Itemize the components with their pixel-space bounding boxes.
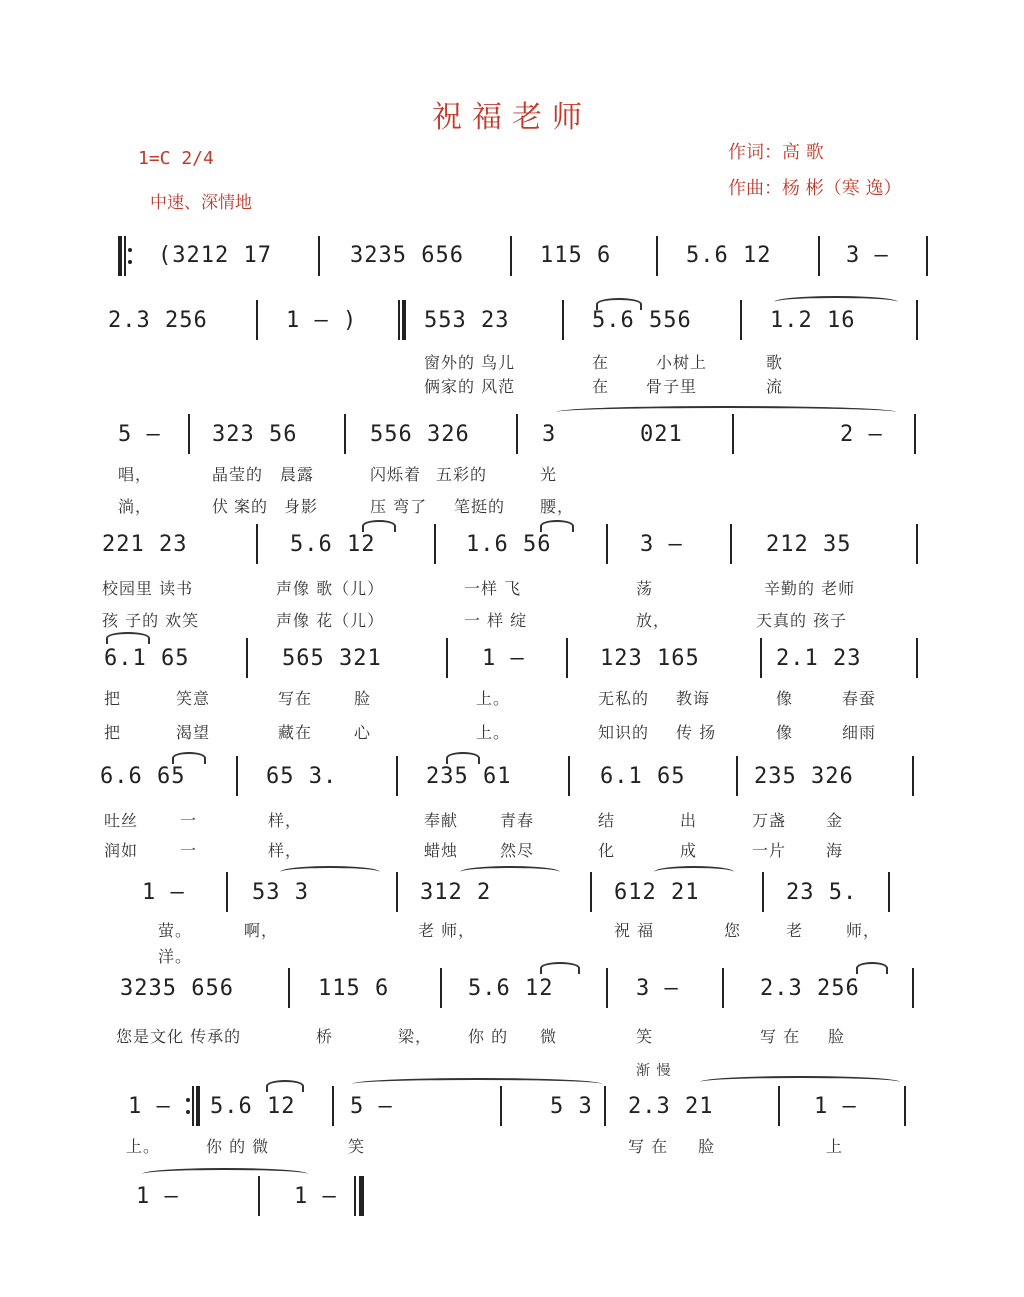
lyric: 一 — [180, 841, 198, 860]
measure: 5 – — [350, 1094, 393, 1119]
measure: 1 – — [294, 1184, 337, 1209]
measure: 553 23 — [424, 308, 510, 333]
lyric: 五彩的 — [436, 465, 488, 484]
lyric: 桥 — [316, 1027, 334, 1046]
measure: 5.6 12 — [210, 1094, 296, 1119]
lyric: 在 — [592, 377, 610, 396]
lyric: 金 — [826, 811, 844, 830]
lyric: 骨子里 — [646, 377, 698, 396]
measure: 5.6 556 — [592, 308, 692, 333]
lyric: 萤。 — [158, 921, 193, 940]
lyric: 上。 — [126, 1137, 161, 1156]
lyric: 歌 — [766, 353, 784, 372]
lyric: 一 样 绽 — [464, 611, 528, 630]
lyric: 上 — [826, 1137, 844, 1156]
lyric: 结 — [598, 811, 616, 830]
measure: 2.1 23 — [776, 646, 862, 671]
measure: 115 6 — [540, 243, 612, 268]
measure: 1.6 56 — [466, 532, 552, 557]
lyric: 天真的 孩子 — [756, 611, 848, 630]
lyric: 流 — [766, 377, 784, 396]
lyric: 奉献 — [424, 811, 459, 830]
lyric: 把 — [104, 689, 122, 708]
lyric: 啊， — [244, 921, 279, 940]
lyric: 笑 — [636, 1027, 654, 1046]
lyric: 上。 — [476, 723, 511, 742]
lyric: 一样 飞 — [464, 579, 522, 598]
lyric: 然尽 — [500, 841, 535, 860]
final-barline — [354, 1176, 364, 1216]
lyric: 老 — [786, 921, 804, 940]
lyric: 淌， — [118, 497, 153, 516]
measure: 3 — [542, 422, 557, 447]
lyric: 声像 歌（儿） — [276, 579, 385, 598]
lyric: 上。 — [476, 689, 511, 708]
lyric: 校园里 读书 — [102, 579, 194, 598]
measure: 3235 656 — [120, 976, 234, 1001]
lyric: 脸 — [828, 1027, 846, 1046]
lyric: 藏在 — [278, 723, 313, 742]
lyric: 梁， — [398, 1027, 433, 1046]
lyric: 腰， — [540, 497, 575, 516]
lyric: 放， — [636, 611, 671, 630]
lyric: 小树上 — [656, 353, 708, 372]
lyric: 把 — [104, 723, 122, 742]
measure: 5.6 12 — [686, 243, 772, 268]
measure: 565 321 — [282, 646, 382, 671]
lyric: 写 在 — [628, 1137, 669, 1156]
lyric: 俩家的 风范 — [424, 377, 516, 396]
lyric: 润如 — [104, 841, 139, 860]
tempo-marking: 中速、深情地 — [150, 193, 252, 213]
lyric: 一 — [180, 811, 198, 830]
measure: 312 2 — [420, 880, 492, 905]
lyric: 孩 子的 欢笑 — [102, 611, 200, 630]
measure: 115 6 — [318, 976, 390, 1001]
lyric: 你 的 微 — [206, 1137, 270, 1156]
lyric: 脸 — [698, 1137, 716, 1156]
measure: 6.6 65 — [100, 764, 186, 789]
lyric: 写 在 — [760, 1027, 801, 1046]
measure: 123 165 — [600, 646, 700, 671]
lyric: 化 — [598, 841, 616, 860]
lyric: 蜡烛 — [424, 841, 459, 860]
measure: 5 3 — [550, 1094, 593, 1119]
lyric: 光 — [540, 465, 558, 484]
lyric: 青春 — [500, 811, 535, 830]
lyric: 老 师， — [418, 921, 476, 940]
measure: 212 35 — [766, 532, 852, 557]
lyric: 压 弯了 — [370, 497, 428, 516]
lyric: 像 — [776, 689, 794, 708]
measure: 3 – — [640, 532, 683, 557]
lyric: 样， — [268, 811, 303, 830]
measure: 5.6 12 — [290, 532, 376, 557]
lyric: 传 扬 — [676, 723, 717, 742]
lyric: 心 — [354, 723, 372, 742]
lyric: 吐丝 — [104, 811, 139, 830]
lyric: 样， — [268, 841, 303, 860]
measure: 612 21 — [614, 880, 700, 905]
lyric: 万盏 — [752, 811, 787, 830]
lyric: 您是文化 传承的 — [116, 1027, 242, 1046]
key-signature: 1=C 2/4 — [138, 148, 214, 169]
lyric: 在 — [592, 353, 610, 372]
lyric: 春蚕 — [842, 689, 877, 708]
measure: 3235 656 — [350, 243, 464, 268]
measure: 53 3 — [252, 880, 309, 905]
measure: 5.6 12 — [468, 976, 554, 1001]
measure: 235 326 — [754, 764, 854, 789]
lyric: 师， — [846, 921, 881, 940]
ritardando-marking: 渐 慢 — [636, 1063, 672, 1079]
measure: 1 – — [814, 1094, 857, 1119]
measure: 3 – — [636, 976, 679, 1001]
measure: 235 61 — [426, 764, 512, 789]
measure: 1 – — [482, 646, 525, 671]
lyric: 无私的 — [598, 689, 650, 708]
lyric: 闪烁着 — [370, 465, 422, 484]
lyric: 知识的 — [598, 723, 650, 742]
measure: 2.3 21 — [628, 1094, 714, 1119]
lyric: 您 — [724, 921, 742, 940]
lyric: 脸 — [354, 689, 372, 708]
lyric: 笑 — [348, 1137, 366, 1156]
measure: 1 – — [128, 1094, 171, 1119]
measure: 1 – — [136, 1184, 179, 1209]
lyric: 教诲 — [676, 689, 711, 708]
lyric: 像 — [776, 723, 794, 742]
measure: 1.2 16 — [770, 308, 856, 333]
measure: 021 — [640, 422, 683, 447]
lyric: 写在 — [278, 689, 313, 708]
lyric: 唱， — [118, 465, 153, 484]
lyric: 辛勤的 老师 — [764, 579, 856, 598]
measure: 556 326 — [370, 422, 470, 447]
lyric: 晶莹的 — [212, 465, 264, 484]
lyric: 洋。 — [158, 947, 193, 966]
lyricist-credit: 作词：高 歌 — [728, 142, 824, 163]
lyric: 窗外的 鸟儿 — [424, 353, 516, 372]
lyric: 出 — [680, 811, 698, 830]
lyric: 伏 — [212, 497, 230, 516]
measure: (3212 17 — [158, 243, 272, 268]
measure: 65 3. — [266, 764, 338, 789]
lyric: 海 — [826, 841, 844, 860]
measure: 2.3 256 — [108, 308, 208, 333]
lyric: 案的 — [234, 497, 269, 516]
measure: 323 56 — [212, 422, 298, 447]
lyric: 祝 福 — [614, 921, 655, 940]
measure: 2 – — [840, 422, 883, 447]
lyric: 渴望 — [176, 723, 211, 742]
lyric: 荡 — [636, 579, 654, 598]
measure: 2.3 256 — [760, 976, 860, 1001]
lyric: 微 — [540, 1027, 558, 1046]
lyric: 笑意 — [176, 689, 211, 708]
lyric: 细雨 — [842, 723, 877, 742]
measure: 6.1 65 — [600, 764, 686, 789]
lyric: 一片 — [752, 841, 787, 860]
measure: 1 – — [142, 880, 185, 905]
measure: 23 5. — [786, 880, 858, 905]
repeat-end — [186, 1086, 200, 1126]
song-title: 祝福老师 — [432, 100, 592, 135]
composer-credit: 作曲：杨 彬（寒 逸） — [728, 178, 902, 199]
repeat-start — [118, 236, 128, 276]
lyric: 你 的 — [468, 1027, 509, 1046]
measure: 1 – ) — [286, 308, 358, 333]
lyric: 身影 — [284, 497, 319, 516]
measure: 221 23 — [102, 532, 188, 557]
lyric: 声像 花（儿） — [276, 611, 385, 630]
measure: 5 – — [118, 422, 161, 447]
measure: 3 – — [846, 243, 889, 268]
measure: 6.1 65 — [104, 646, 190, 671]
lyric: 晨露 — [280, 465, 315, 484]
lyric: 笔挺的 — [454, 497, 506, 516]
lyric: 成 — [680, 841, 698, 860]
